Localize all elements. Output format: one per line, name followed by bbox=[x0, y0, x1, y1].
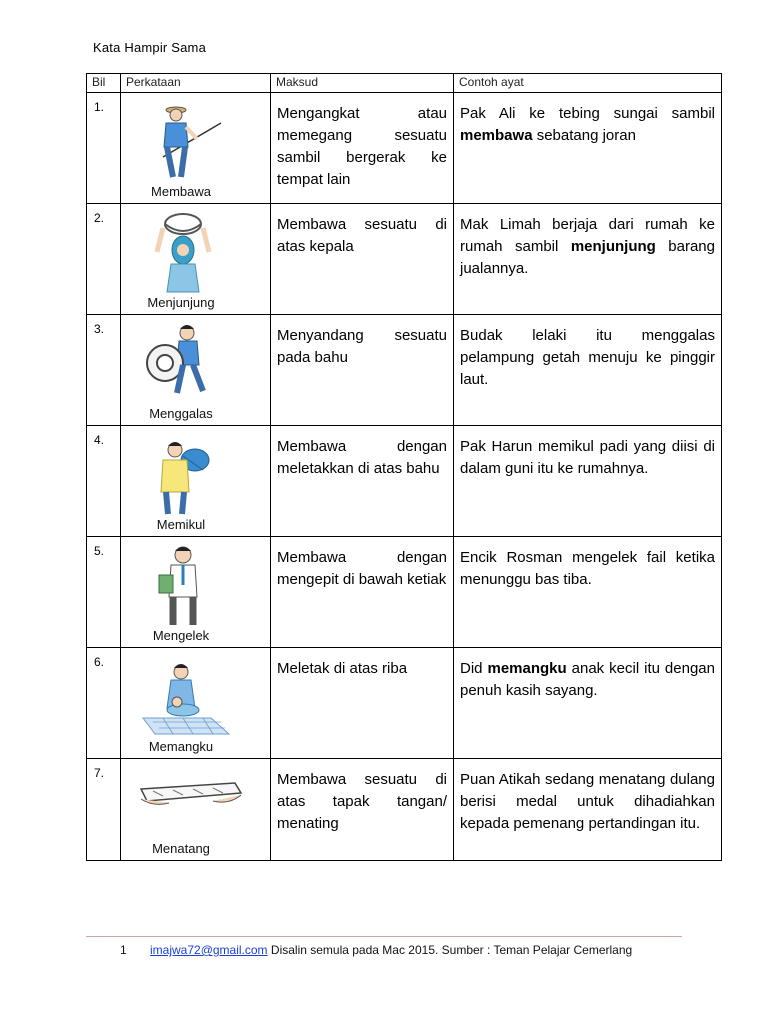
example-text: Pak Ali ke tebing sungai sambil bbox=[460, 105, 715, 122]
meaning-cell: Membawa sesuatu di atas kepala bbox=[271, 204, 454, 315]
table-row bbox=[87, 648, 722, 759]
example-text-end: anak kecil itu dengan penuh kasih sayang. bbox=[460, 660, 715, 699]
header-perkataan: Perkataan bbox=[121, 74, 271, 93]
word-label: Membawa bbox=[151, 184, 211, 199]
table-row bbox=[87, 537, 722, 648]
header-contoh-ayat: Contoh ayat bbox=[454, 74, 722, 93]
header-bil: Bil bbox=[87, 74, 121, 93]
example-text: Mak Limah berjaja dari rumah ke rumah sambil bbox=[460, 216, 715, 255]
page-number: 1 bbox=[120, 943, 127, 957]
footer-note: Disalin semula pada Mac 2015. Sumber : Teman Pelajar Cemerlang bbox=[267, 943, 633, 957]
word-illustration-cell bbox=[121, 315, 271, 426]
meaning-cell: Menyandang sesuatu pada bahu bbox=[271, 315, 454, 426]
footer-divider bbox=[86, 936, 682, 937]
example-text-end: barang jualannya. bbox=[460, 238, 715, 277]
woman-child-on-lap-icon bbox=[133, 652, 233, 738]
row-number: 6. bbox=[87, 648, 121, 759]
word-label: Memangku bbox=[148, 739, 214, 754]
example-text: Did bbox=[460, 660, 488, 677]
document-title: Kata Hampir Sama bbox=[93, 40, 207, 55]
example-sentence-cell bbox=[454, 204, 722, 315]
word-label: Mengelek bbox=[152, 628, 210, 643]
example-keyword: menjunjung bbox=[570, 238, 656, 255]
row-number: 5. bbox=[87, 537, 121, 648]
row-number: 7. bbox=[87, 759, 121, 861]
example-text: Puan Atikah sedang menatang dulang berisi medal untuk dihadiahkan kepada pemenang pertandingan itu. bbox=[460, 771, 715, 832]
word-illustration-cell bbox=[121, 759, 271, 861]
row-number: 3. bbox=[87, 315, 121, 426]
word-illustration-cell bbox=[121, 426, 271, 537]
man-sack-on-shoulder-icon bbox=[133, 430, 233, 516]
row-number: 4. bbox=[87, 426, 121, 537]
words-table bbox=[86, 73, 722, 861]
table-row bbox=[87, 426, 722, 537]
man-carrying-fishing-rod-icon bbox=[133, 97, 233, 183]
row-number: 1. bbox=[87, 93, 121, 204]
word-label: Menatang bbox=[152, 841, 210, 856]
table-row bbox=[87, 759, 722, 861]
word-illustration-cell bbox=[121, 204, 271, 315]
word-illustration-cell bbox=[121, 93, 271, 204]
word-illustration-cell bbox=[121, 648, 271, 759]
table-header-row bbox=[87, 74, 722, 93]
example-sentence-cell bbox=[454, 759, 722, 861]
example-sentence-cell bbox=[454, 315, 722, 426]
man-file-under-arm-icon bbox=[133, 541, 233, 627]
word-label: Memikul bbox=[156, 517, 206, 532]
word-label: Menggalas bbox=[149, 406, 213, 421]
meaning-cell: Membawa dengan mengepit di bawah ketiak bbox=[271, 537, 454, 648]
example-sentence-cell bbox=[454, 537, 722, 648]
example-sentence-cell bbox=[454, 93, 722, 204]
example-sentence-cell bbox=[454, 648, 722, 759]
example-text: Encik Rosman mengelek fail ketika menunggu bas tiba. bbox=[460, 549, 715, 588]
table-row bbox=[87, 204, 722, 315]
woman-basket-on-head-icon bbox=[133, 208, 233, 294]
meaning-cell: Membawa sesuatu di atas tapak tangan/ menating bbox=[271, 759, 454, 861]
example-keyword: membawa bbox=[460, 127, 533, 144]
email-link[interactable]: imajwa72@gmail.com bbox=[150, 943, 268, 957]
example-text: Budak lelaki itu menggalas pelampung getah menuju ke pinggir laut. bbox=[460, 327, 715, 388]
example-text: Pak Harun memikul padi yang diisi di dalam guni itu ke rumahnya. bbox=[460, 438, 715, 477]
table-row bbox=[87, 93, 722, 204]
boy-with-float-ring-icon bbox=[133, 319, 233, 405]
example-sentence-cell bbox=[454, 426, 722, 537]
header-maksud: Maksud bbox=[271, 74, 454, 93]
word-illustration-cell bbox=[121, 537, 271, 648]
tray-on-palms-icon bbox=[133, 763, 243, 823]
example-text-end: sebatang joran bbox=[532, 127, 636, 144]
meaning-cell: Mengangkat atau memegang sesuatu sambil bergerak ke tempat lain bbox=[271, 93, 454, 204]
row-number: 2. bbox=[87, 204, 121, 315]
meaning-cell: Membawa dengan meletakkan di atas bahu bbox=[271, 426, 454, 537]
example-keyword: memangku bbox=[487, 660, 567, 677]
word-label: Menjunjung bbox=[147, 295, 215, 310]
table-row bbox=[87, 315, 722, 426]
meaning-cell: Meletak di atas riba bbox=[271, 648, 454, 759]
page-footer bbox=[120, 943, 632, 957]
